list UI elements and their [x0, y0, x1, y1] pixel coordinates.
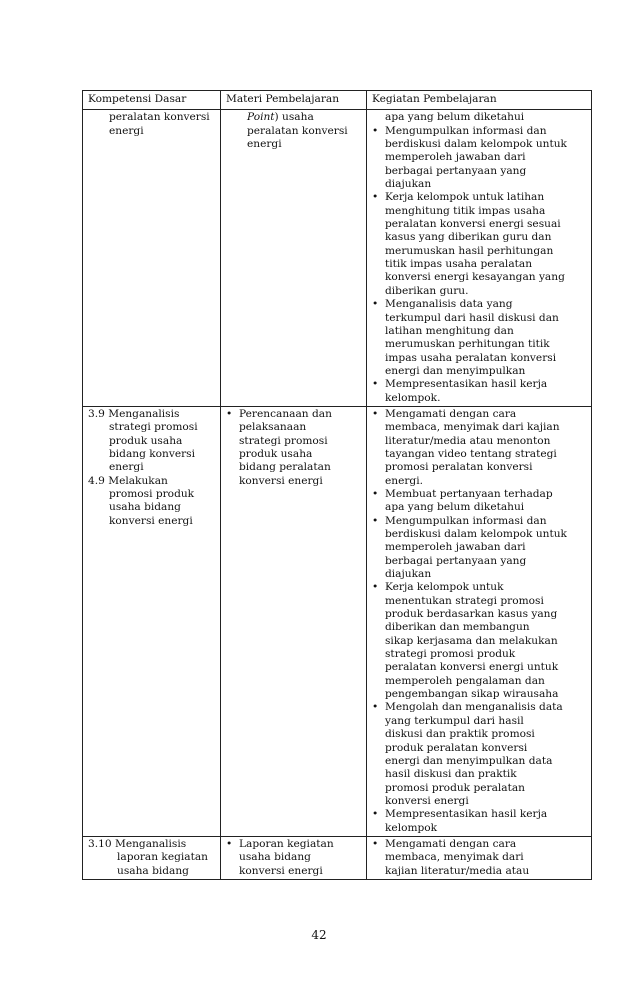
text-line: membaca, menyimak dari kajian: [385, 421, 560, 434]
bullet-icon: •: [372, 701, 379, 714]
header-kompetensi-dasar: Kompetensi Dasar: [83, 91, 221, 110]
materi-cell: [221, 110, 367, 407]
list-item: [372, 581, 587, 701]
bullet-icon: •: [372, 808, 379, 821]
list-item: [372, 838, 587, 878]
text-line: konversi energi: [109, 514, 193, 527]
text-line: titik impas usaha peralatan: [385, 258, 533, 271]
bullet-icon: •: [372, 837, 379, 850]
text-line: berbagai pertanyaan yang: [385, 164, 527, 177]
bullet-icon: •: [372, 191, 379, 204]
text-line: peralatan konversi energi sesuai: [385, 218, 561, 231]
kd-cell: [83, 110, 221, 407]
text-line: strategi promosi produk: [385, 648, 516, 661]
list-item: [372, 701, 587, 808]
text-line: usaha bidang: [109, 501, 181, 514]
list-item: [372, 408, 587, 488]
list-item: [372, 298, 587, 378]
text-line: tayangan video tentang strategi: [385, 447, 557, 460]
materi-list: [226, 408, 362, 488]
text-line: peralatan konversi energi untuk: [385, 661, 559, 674]
text-line: kelompok: [385, 821, 438, 834]
table-row: [83, 836, 592, 879]
text-line: Point) usaha: [247, 111, 314, 124]
page-number: 42: [311, 928, 327, 942]
text-line: bidang konversi: [109, 447, 196, 460]
text-line: diberikan guru.: [385, 284, 469, 297]
text-line: impas usaha peralatan konversi: [385, 351, 557, 364]
text-line: konversi energi: [239, 474, 323, 487]
text-line: promosi peralatan konversi: [385, 461, 533, 474]
text-line: strategi promosi: [109, 421, 198, 434]
kegiatan-cell: [367, 406, 592, 836]
text-line: konversi energi: [385, 794, 469, 807]
text-line: pengembangan sikap wirausaha: [385, 688, 559, 701]
list-item: [372, 808, 587, 835]
text-line: kasus yang diberikan guru dan: [385, 231, 552, 244]
kd-item: [88, 475, 216, 528]
kegiatan-cell: [367, 110, 592, 407]
kd-cell: [83, 406, 221, 836]
kd-number: 4.9: [88, 474, 105, 487]
kegiatan-list: [372, 111, 587, 405]
text-line: konversi energi kesayangan yang: [385, 271, 565, 284]
list-item-continuation: [372, 111, 587, 124]
materi-cell: [221, 406, 367, 836]
text-line: diajukan: [385, 568, 432, 581]
bullet-icon: •: [372, 124, 379, 137]
kd-number: 3.10: [88, 837, 112, 850]
text-line: memperoleh jawaban dari: [385, 541, 526, 554]
list-item: [226, 408, 362, 488]
table-row: [83, 406, 592, 836]
kegiatan-list: [372, 408, 587, 835]
bullet-icon: •: [226, 407, 233, 420]
text-line: Mengumpulkan informasi dan: [385, 124, 547, 137]
bullet-icon: •: [372, 581, 379, 594]
materi-list: [226, 838, 362, 878]
text-line: kelompok.: [385, 391, 441, 404]
text-line: diskusi dan praktik promosi: [385, 728, 535, 741]
kd-item: [88, 408, 216, 475]
kegiatan-list: [372, 838, 587, 878]
text-line: terkumpul dari hasil diskusi dan: [385, 311, 559, 324]
kd-first-line: Menganalisis: [114, 837, 187, 850]
text-line: latihan menghitung dan: [385, 324, 514, 337]
text-line: apa yang belum diketahui: [385, 501, 525, 514]
text-line: Membuat pertanyaan terhadap: [385, 487, 553, 500]
text-line: kajian literatur/media atau: [385, 864, 530, 877]
text-line: usaha bidang: [117, 864, 189, 877]
text-line: menghitung titik impas usaha: [385, 204, 546, 217]
text-line: promosi produk: [109, 487, 195, 500]
text-line: energi: [109, 124, 144, 137]
text-line: energi.: [385, 474, 423, 487]
text-line: apa yang belum diketahui: [385, 111, 525, 124]
text-line: Mempresentasikan hasil kerja: [385, 378, 548, 391]
text-line: merumuskan perhitungan titik: [385, 338, 550, 351]
text-line: literatur/media atau menonton: [385, 434, 551, 447]
point-italic: Point: [247, 111, 275, 124]
kd-continuation: [88, 111, 216, 138]
list-item: [372, 191, 587, 298]
list-item: [372, 488, 587, 515]
text-line: Mengamati dengan cara: [385, 837, 517, 850]
text-line: diajukan: [385, 178, 432, 191]
list-item: [372, 125, 587, 192]
text-line: Mengamati dengan cara: [385, 407, 517, 420]
text-line: produk usaha: [239, 447, 313, 460]
text-line: produk berdasarkan kasus yang: [385, 608, 558, 621]
text-line: Mengolah dan menganalisis data: [385, 701, 563, 714]
text-line: yang terkumpul dari hasil: [385, 714, 524, 727]
text-line: berdiskusi dalam kelompok untuk: [385, 138, 567, 151]
header-kegiatan-pembelajaran: Kegiatan Pembelajaran: [367, 91, 592, 110]
text-line: Kerja kelompok untuk latihan: [385, 191, 545, 204]
bullet-icon: •: [372, 378, 379, 391]
text-line: usaha bidang: [239, 851, 311, 864]
list-item: [372, 378, 587, 405]
text-line: promosi produk peralatan: [385, 781, 525, 794]
text-line: Kerja kelompok untuk: [385, 581, 504, 594]
kd-first-line: Menganalisis: [108, 407, 180, 420]
text-line: diberikan dan membangun: [385, 621, 530, 634]
table-header-row: [83, 91, 592, 110]
text-line: Mempresentasikan hasil kerja: [385, 808, 548, 821]
text-line: bidang peralatan: [239, 461, 331, 474]
table-row: [83, 110, 592, 407]
materi-cell: [221, 836, 367, 879]
text-line: Perencanaan dan: [239, 407, 332, 420]
text-line: memperoleh jawaban dari: [385, 151, 526, 164]
kd-cell: [83, 836, 221, 879]
kegiatan-cell: [367, 836, 592, 879]
header-materi-pembelajaran: Materi Pembelajaran: [221, 91, 367, 110]
text-line: merumuskan hasil perhitungan: [385, 244, 554, 257]
text-line: Mengumpulkan informasi dan: [385, 514, 547, 527]
kd-first-line: Melakukan: [108, 474, 168, 487]
text-line: peralatan konversi: [109, 111, 210, 124]
text-line: memperoleh pengalaman dan: [385, 674, 545, 687]
text-line: peralatan konversi: [247, 124, 348, 137]
text-line: produk peralatan konversi: [385, 741, 528, 754]
text-line: energi: [109, 461, 144, 474]
curriculum-table: [82, 90, 592, 880]
bullet-icon: •: [372, 407, 379, 420]
text-line: energi: [247, 138, 282, 151]
text-line: Menganalisis data yang: [385, 298, 513, 311]
bullet-icon: •: [372, 514, 379, 527]
text-line: energi dan menyimpulkan data: [385, 754, 553, 767]
text-line: energi dan menyimpulkan: [385, 364, 526, 377]
list-item: [226, 838, 362, 878]
list-item: [372, 515, 587, 582]
text-line: berdiskusi dalam kelompok untuk: [385, 528, 567, 540]
text-line: hasil diskusi dan praktik: [385, 768, 517, 781]
materi-continuation: [226, 111, 362, 151]
bullet-icon: •: [226, 837, 233, 850]
text-line: membaca, menyimak dari: [385, 851, 524, 864]
bullet-icon: •: [372, 487, 379, 500]
text-line: sikap kerjasama dan melakukan: [385, 634, 558, 647]
text-line: strategi promosi: [239, 434, 328, 447]
bullet-icon: •: [372, 298, 379, 311]
text-line: Laporan kegiatan: [239, 837, 334, 850]
text-line: laporan kegiatan: [117, 851, 209, 864]
text-line: berbagai pertanyaan yang: [385, 554, 527, 567]
text-line: konversi energi: [239, 864, 323, 877]
text-line: pelaksanaan: [239, 421, 307, 434]
kd-item: [88, 838, 216, 878]
text-line: menentukan strategi promosi: [385, 594, 544, 607]
kd-number: 3.9: [88, 407, 105, 420]
text-line: produk usaha: [109, 434, 183, 447]
